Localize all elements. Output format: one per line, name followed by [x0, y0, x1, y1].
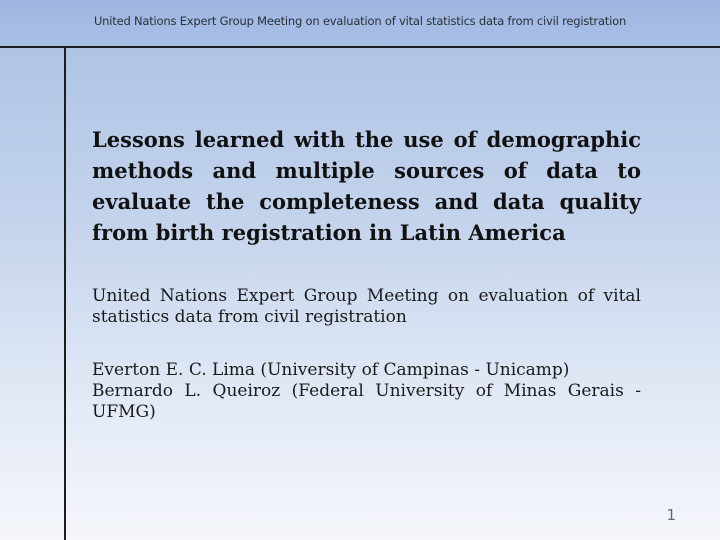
- slide-title: Lessons learned with the use of demographic methods and multiple sources of data to evaluate the completeness and data quality from birth registration in Latin America: [92, 127, 641, 245]
- author-line: Everton E. C. Lima (University of Campinas - Unicamp): [92, 360, 570, 380]
- authors-block: [92, 360, 641, 423]
- header-divider: [0, 46, 720, 48]
- left-divider: [64, 46, 66, 540]
- page-number: 1: [666, 506, 676, 524]
- header-title: United Nations Expert Group Meeting on evaluation of vital statistics data from civil registration: [93, 14, 627, 28]
- author-line: Bernardo L. Queiroz (Federal University of Minas Gerais - UFMG): [92, 381, 641, 422]
- meeting-subtitle: United Nations Expert Group Meeting on evaluation of vital statistics data from civil registration: [92, 286, 641, 327]
